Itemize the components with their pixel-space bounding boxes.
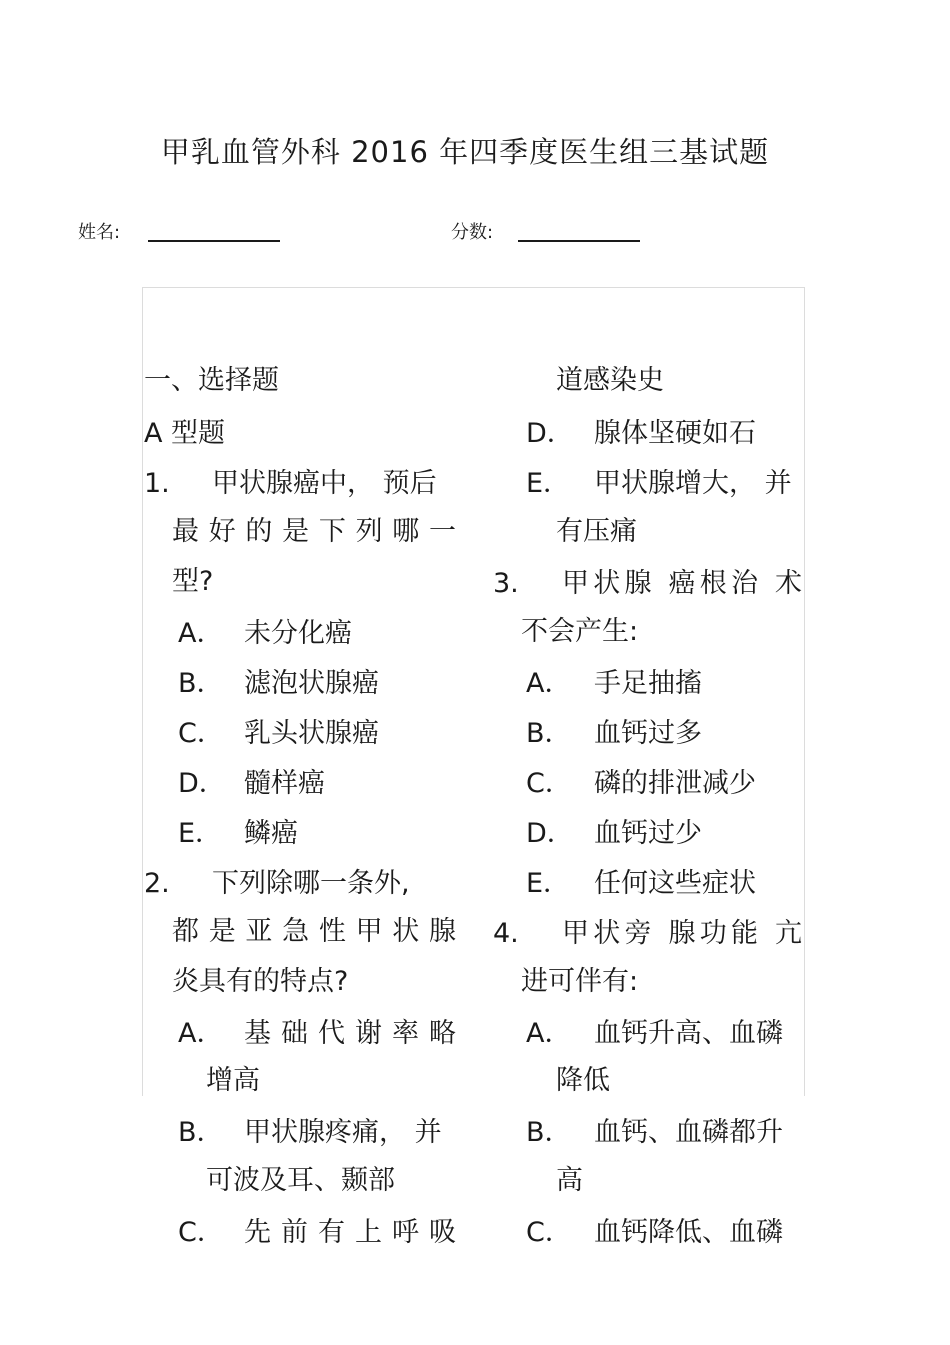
- score-label: 分数:: [451, 222, 494, 243]
- q4-stem-line1: 甲状旁 腺功能 亢: [562, 918, 802, 949]
- q1-option-e-key: E．: [178, 818, 223, 849]
- q3-stem-line2: 不会产生:: [521, 616, 639, 647]
- q3-option-e-text: 任何这些症状: [594, 868, 756, 899]
- q2-option-a-key: A．: [178, 1018, 224, 1049]
- q3-option-e-key: E．: [526, 868, 571, 899]
- q1-stem-line3: 型?: [172, 566, 214, 597]
- q1-number: 1.: [144, 468, 170, 499]
- q3-option-a-text: 手足抽搐: [594, 668, 702, 699]
- q1-option-c-key: C．: [178, 718, 224, 749]
- q1-option-a-text: 未分化癌: [244, 618, 352, 649]
- q1-option-b-text: 滤泡状腺癌: [244, 668, 379, 699]
- q2-option-d-text: 腺体坚硬如石: [594, 418, 756, 449]
- q1-stem-line1: 甲状腺癌中， 预后: [212, 468, 437, 499]
- q3-option-d-text: 血钙过少: [594, 818, 702, 849]
- q2-option-a-text: 基础代谢率略: [244, 1018, 456, 1049]
- q4-stem-line2: 进可伴有:: [521, 966, 639, 997]
- q1-option-b-key: B．: [178, 668, 224, 699]
- q2-stem-line1: 下列除哪一条外,: [212, 868, 410, 899]
- q4-option-b-text-cont: 高: [556, 1165, 583, 1196]
- q2-option-a-text-cont: 增高: [206, 1065, 260, 1096]
- q3-stem-line1: 甲状腺 癌根治 术: [562, 568, 802, 599]
- q2-option-b-text: 甲状腺疼痛， 并: [244, 1117, 442, 1148]
- q4-option-c-key: C．: [526, 1217, 572, 1248]
- q4-option-a-text-cont: 降低: [556, 1065, 610, 1096]
- q1-option-e-text: 鳞癌: [244, 818, 298, 849]
- q3-option-c-key: C．: [526, 768, 572, 799]
- q2-option-c-text: 先前有上呼吸: [244, 1217, 456, 1248]
- name-label: 姓名:: [78, 222, 121, 243]
- q2-option-e-key: E．: [526, 468, 571, 499]
- name-blank[interactable]: [148, 240, 280, 242]
- q2-option-c-text-cont: 道感染史: [556, 365, 664, 396]
- q4-option-c-text: 血钙降低、血磷: [594, 1217, 783, 1248]
- q1-option-c-text: 乳头状腺癌: [244, 718, 379, 749]
- q2-option-e-text: 甲状腺增大， 并: [594, 468, 792, 499]
- q2-option-b-text-cont: 可波及耳、颞部: [206, 1165, 395, 1196]
- q2-option-d-key: D．: [526, 418, 574, 449]
- exam-title: 甲乳血管外科 2016 年四季度医生组三基试题: [160, 135, 770, 169]
- q1-stem-line2: 最好的是下列哪一: [172, 516, 456, 547]
- type-heading: A 型题: [144, 418, 226, 449]
- q2-option-c-key: C．: [178, 1217, 224, 1248]
- q3-number: 3.: [493, 568, 519, 599]
- q4-option-a-key: A．: [526, 1018, 572, 1049]
- score-blank[interactable]: [518, 240, 640, 242]
- q4-option-a-text: 血钙升高、血磷: [594, 1018, 783, 1049]
- q3-option-c-text: 磷的排泄减少: [594, 768, 756, 799]
- q4-number: 4.: [493, 918, 519, 949]
- q2-stem-line2: 都是亚急性甲状腺: [172, 916, 456, 947]
- q4-option-b-text: 血钙、血磷都升: [594, 1117, 783, 1148]
- q4-option-b-key: B．: [526, 1117, 572, 1148]
- q1-option-d-text: 髓样癌: [244, 768, 325, 799]
- q3-option-b-text: 血钙过多: [594, 718, 702, 749]
- q2-option-e-text-cont: 有压痛: [556, 516, 637, 547]
- q3-option-b-key: B．: [526, 718, 572, 749]
- q2-stem-line3: 炎具有的特点?: [172, 966, 349, 997]
- q1-option-d-key: D．: [178, 768, 226, 799]
- q3-option-a-key: A．: [526, 668, 572, 699]
- q3-option-d-key: D．: [526, 818, 574, 849]
- q2-option-b-key: B．: [178, 1117, 224, 1148]
- q1-option-a-key: A．: [178, 618, 224, 649]
- q2-number: 2.: [144, 868, 170, 899]
- section-heading: 一、选择题: [144, 365, 279, 396]
